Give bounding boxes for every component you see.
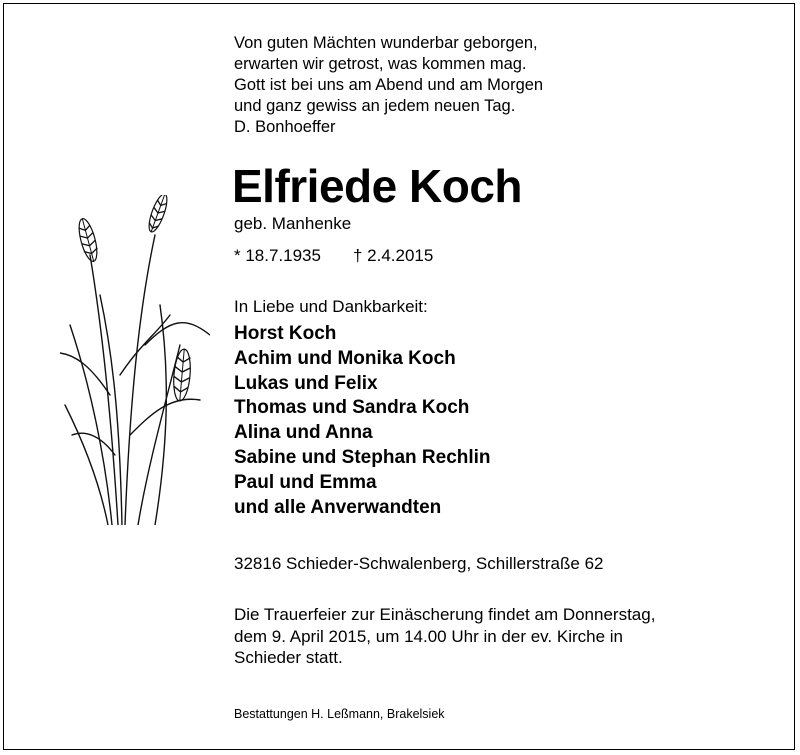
mourner-name: Lukas und Felix	[234, 372, 378, 394]
family-address: 32816 Schieder-Schwalenberg, Schillerstraße 62	[234, 554, 604, 573]
service-line: Schieder statt.	[234, 648, 343, 667]
mourner-name: Thomas und Sandra Koch	[234, 397, 470, 419]
death-date: † 2.4.2015	[352, 246, 434, 265]
mourner-name: und alle Anverwandten	[234, 496, 442, 518]
mourner-name: Horst Koch	[234, 323, 337, 344]
poem-line: und ganz gewiss an jedem neuen Tag.	[234, 97, 516, 115]
mourner-name: Achim und Monika Koch	[234, 347, 456, 369]
wheat-ears-icon	[60, 195, 210, 525]
poem-line: Gott ist bei uns am Abend und am Morgen	[234, 76, 544, 94]
poem-line: Von guten Mächten wunderbar geborgen,	[234, 34, 538, 52]
funeral-service-info	[234, 604, 774, 669]
bonhoeffer-poem	[234, 33, 543, 138]
birth-name: geb. Manhenke	[234, 214, 352, 233]
service-line: Die Trauerfeier zur Einäscherung findet am Donnerstag,	[234, 605, 656, 624]
deceased-name: Elfriede Koch	[232, 160, 523, 212]
mourners-intro: In Liebe und Dankbarkeit:	[234, 297, 428, 316]
mourner-name: Alina und Anna	[234, 422, 373, 444]
birth-date: * 18.7.1935	[234, 246, 321, 265]
mourner-name: Sabine und Stephan Rechlin	[234, 446, 491, 468]
poem-author: D. Bonhoeffer	[234, 118, 336, 136]
mourner-name: Paul und Emma	[234, 471, 377, 493]
life-dates	[234, 245, 433, 267]
mourners-list	[234, 322, 491, 520]
undertaker-credit: Bestattungen H. Leßmann, Brakelsiek	[234, 707, 445, 721]
service-line: dem 9. April 2015, um 14.00 Uhr in der ev. Kirche in	[234, 626, 623, 646]
poem-line: erwarten wir getrost, was kommen mag.	[234, 55, 527, 73]
